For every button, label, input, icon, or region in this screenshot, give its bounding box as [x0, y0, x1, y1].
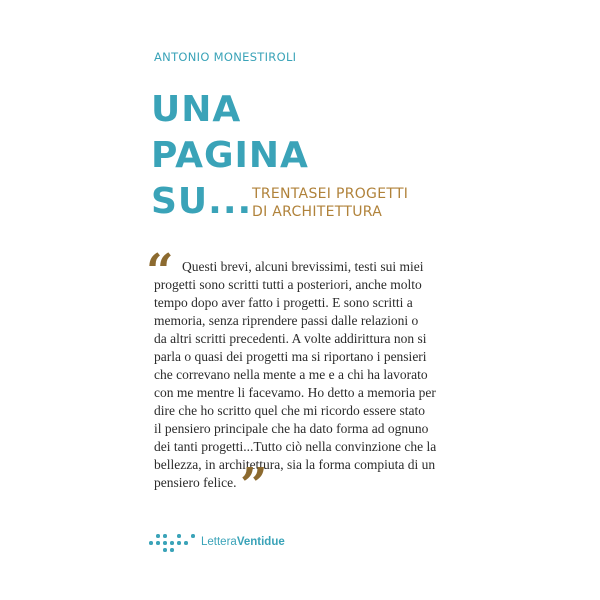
quote-line: bellezza, in architettura, sia la forma compiuta di un [154, 457, 436, 472]
quote-line: tempo dopo aver fatto i progetti. E sono scritti a [154, 295, 413, 310]
title-line-3: SU... [151, 181, 253, 222]
quote-line: Questi brevi, alcuni brevissimi, testi sui miei [182, 259, 424, 274]
quote-line: che correvano nella mente a me e a chi ha lavorato [154, 367, 428, 382]
publisher-name-bold: Ventidue [236, 536, 285, 548]
quote-line: pensiero felice. [154, 475, 237, 490]
publisher-name [201, 536, 285, 548]
dot-pattern-logo-icon [149, 530, 197, 556]
author-name: ANTONIO MONESTIROLI [154, 50, 297, 64]
quote-line: dire che ho scritto quel che mi ricordo essere stato [154, 403, 426, 418]
quote-line: progetti sono scritti tutti a posteriori, anche molto [154, 277, 422, 292]
quote-line: dei tanti progetti...Tutto ciò nella convinzione che la [154, 439, 437, 454]
title-line-2: PAGINA [151, 135, 309, 176]
quote-line: da altri scritti precedenti. A volte addirittura non si [154, 331, 427, 346]
close-quote-mark: ” [240, 458, 268, 514]
quote-line: parla o quasi dei progetti ma si riportano i pensieri [154, 349, 427, 364]
subtitle-line-1: TRENTASEI PROGETTI [252, 186, 409, 202]
quote-line: il pensiero principale che ha dato forma ad ognuno [154, 421, 429, 436]
quote-line: memoria, senza riprendere passi dalle relazioni o [154, 313, 419, 328]
publisher-name-light: Lettera [201, 536, 237, 548]
quote-line: con me mentre li facevamo. Ho detto a memoria per [154, 385, 436, 400]
open-quote-mark: “ [146, 244, 174, 300]
subtitle-line-2: DI ARCHITETTURA [252, 204, 383, 220]
title-line-1: UNA [151, 89, 242, 130]
